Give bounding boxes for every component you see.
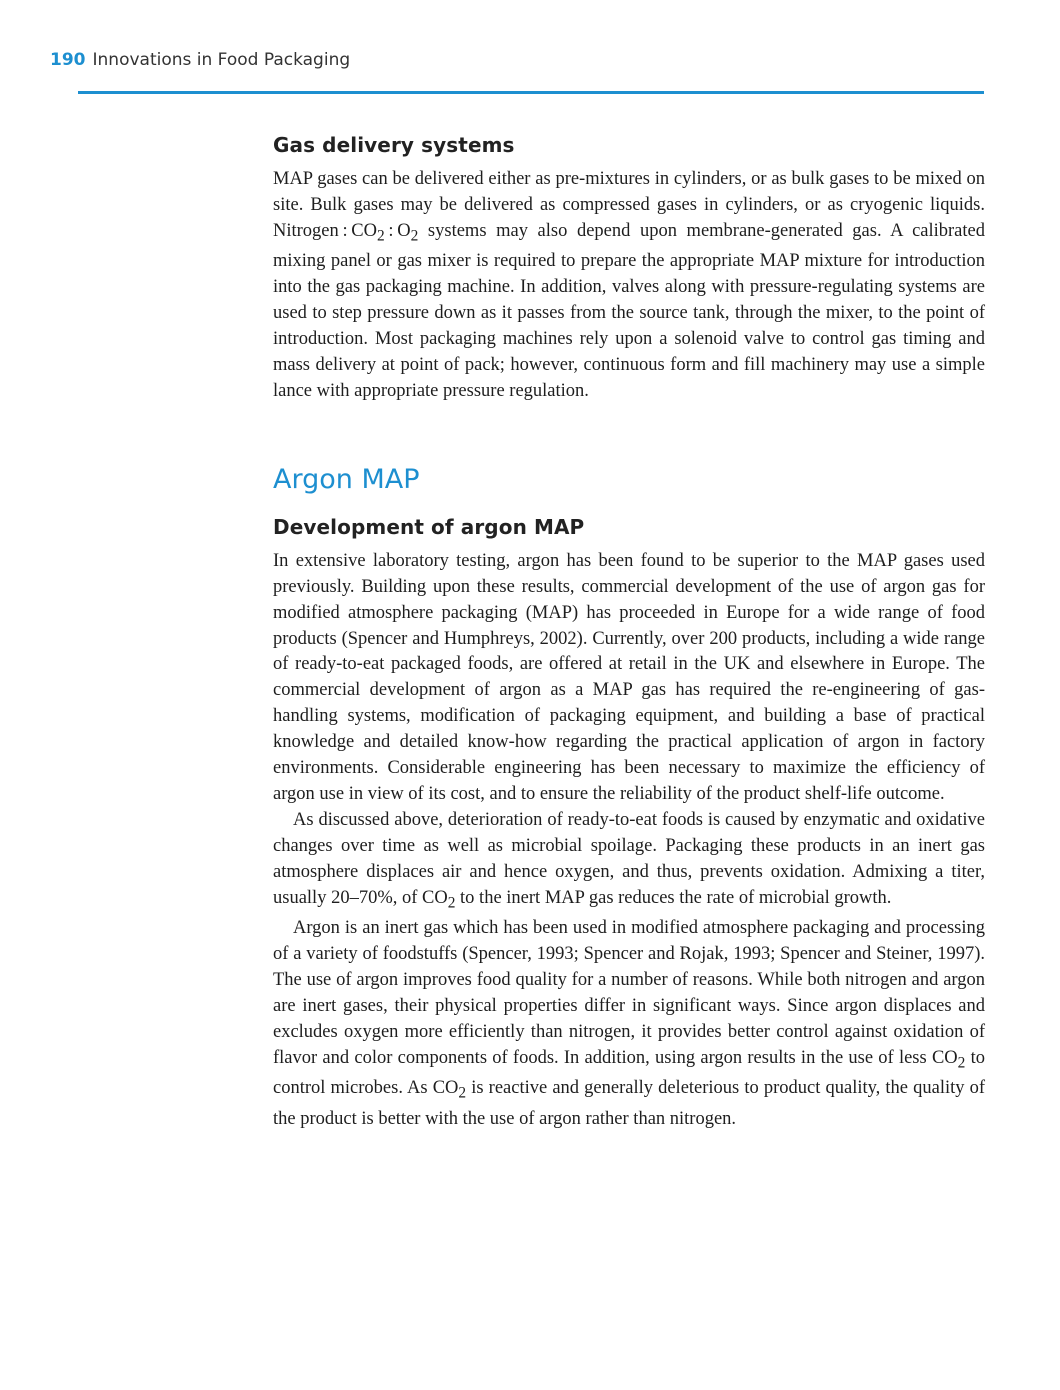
page-body	[273, 133, 985, 1133]
heading-gas-delivery-systems: Gas delivery systems	[273, 133, 515, 157]
heading-development-of-argon-map: Development of argon MAP	[273, 514, 585, 539]
paragraph-argon-3: Argon is an inert gas which has been used in modified atmosphere packaging and processing of a variety of foodstuffs (Spencer, 1993; Spencer and Rojak, 1993; Spencer and Steiner, 1997). The use of argon improves food quality for a number of reasons. While both nitrogen and argon are inert gases, their physical properties differ in significant ways. Since argon displaces and excludes oxygen more efficiently than nitrogen, it provides better control against oxidation of flavor and color components of foods. In addition, using argon results in the use of less $CO_2$ to control microbes. As $CO_2$ is reactive and generally deleterious to product quality, the quality of the product is better with the use of argon rather than nitrogen.	[273, 918, 986, 1129]
heading-argon-map: Argon MAP	[273, 463, 420, 495]
book-title: Innovations in Food Packaging	[92, 50, 351, 70]
paragraph-argon-2: As discussed above, deterioration of ready-to-eat foods is caused by enzymatic and oxidative changes over time as well as microbial spoilage. Packaging these products in an inert gas atmosphere displaces air and hence oxygen, and thus, prevents oxidation. Admixing a titer, usually 20–70%, of $CO_2$ to the inert MAP gas reduces the rate of microbial growth.	[273, 809, 985, 912]
paragraph-gas-delivery: MAP gases can be delivered either as pre-mixtures in cylinders, or as bulk gases to be mixed on site. Bulk gases may be delivered as compressed gases in cylinders, or as cryogenic liquids. Nitrogen : $CO_2$ : $O_2$ systems may also depend upon membrane-generated gas. A calibrated mixing panel or gas mixer is required to prepare the appropriate MAP mixture for introduction into the gas packaging machine. In addition, valves along with pressure-regulating systems are used to step pressure down as it passes from the source tank, through the mixer, to the point of introduction. Most packaging machines rely upon a solenoid valve to control gas timing and mass delivery at point of pack; however, continuous form and fill machinery may use a simple lance with appropriate pressure regulation.	[273, 169, 985, 401]
header-rule	[78, 91, 984, 94]
paragraph-argon-1: In extensive laboratory testing, argon has been found to be superior to the MAP gases used previously. Building upon these results, commercial development of the use of argon gas for modified atmosphere packaging (MAP) has proceeded in Europe for a wide range of food products (Spencer and Humphreys, 2002). Currently, over 200 products, including a wide range of ready-to-eat packaged foods, are offered at retail in the UK and elsewhere in Europe. The commercial development of argon as a MAP gas has required the re-engineering of gas-handling systems, modification of packaging equipment, and building a base of practical knowledge and detailed know-how regarding the practical application of argon in factory environments. Considerable engineering has been necessary to maximize the efficiency of argon use in view of its cost, and to ensure the reliability of the product shelf-life outcome.	[273, 550, 985, 804]
page-number: 190	[50, 50, 86, 70]
running-head	[50, 50, 350, 70]
